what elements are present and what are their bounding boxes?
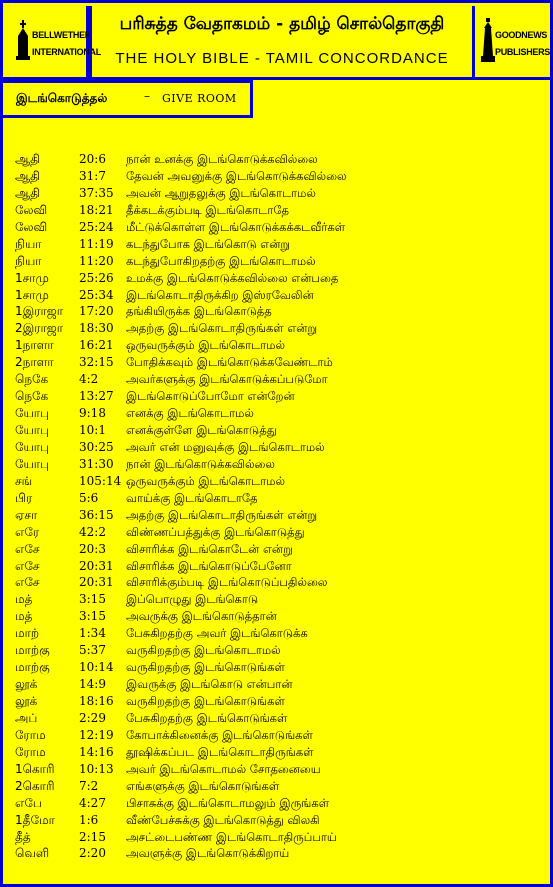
book-abbrev: எபே [15,795,42,810]
verse-excerpt: கோபாக்கினைக்கு இடங்கொடுங்கள் [126,727,313,742]
concordance-row [0,389,553,406]
concordance-row [0,559,553,576]
verse-reference: 17:20 [79,304,114,319]
verse-excerpt: தூஷிக்கப்பட இடங்கொடாதிருங்கள் [126,744,314,759]
book-abbrev: எரே [15,524,40,539]
concordance-row [0,846,553,863]
concordance-row [0,203,553,220]
concordance-row [0,321,553,338]
right-logo-line1: GOODNEWS [495,30,548,40]
book-abbrev: லூக் [15,694,38,708]
verse-excerpt: பேசுகிறதற்கு இடங்கொடுங்கள் [126,710,288,725]
concordance-row [0,254,553,271]
verse-reference: 10:1 [79,423,106,437]
verse-reference: 20:31 [79,558,114,573]
concordance-row [0,338,553,355]
church-icon [16,20,30,60]
verse-excerpt: அசட்டைபண்ண இடங்கொடாதிருப்பாய் [126,829,337,844]
concordance-row [0,169,553,186]
verse-reference: 42:2 [79,524,106,539]
verse-excerpt: விசாரிக்க இடங்கொடேன் என்று [126,541,293,556]
book-abbrev: நியா [15,236,42,251]
verse-excerpt: அவர் என் மனுவுக்கு இடங்கொடாமல் [126,439,325,454]
headword-tamil: இடங்கொடுத்தல் [16,91,108,105]
book-abbrev: மாற் [15,626,40,641]
book-abbrev: யோபு [15,406,50,421]
verse-excerpt: வருகிறதற்கு இடங்கொடாமல் [126,643,281,658]
book-abbrev: 1சாமு [15,270,49,285]
concordance-row [0,186,553,203]
verse-excerpt: தேவன் அவனுக்கு இடங்கொடுக்கவில்லை [126,168,347,183]
verse-excerpt: வீண்பேச்சுக்கு இடங்கொடுத்து விலகி [126,812,320,827]
concordance-row [0,728,553,745]
book-abbrev: மத் [15,592,33,607]
concordance-row [0,440,553,457]
verse-excerpt: விசாரிக்க இடங்கொடுப்பேனோ [126,558,292,573]
verse-reference: 11:19 [79,236,114,251]
concordance-row [0,525,553,542]
verse-reference: 2:29 [79,710,106,725]
verse-reference: 16:21 [79,338,114,353]
verse-reference: 7:2 [79,778,99,793]
concordance-row [0,237,553,254]
book-abbrev: வெளி [15,846,50,861]
bellwether-logo [6,6,101,80]
verse-excerpt: எனக்கு இடங்கொடாமல் [126,406,254,421]
verse-excerpt: அவளுக்கு இடங்கொடுக்கிறாய் [126,846,290,861]
verse-reference: 30:25 [79,439,114,454]
concordance-row [0,762,553,779]
concordance-row [0,457,553,474]
verse-excerpt: அவருக்கு இடங்கொடுத்தான் [126,609,277,624]
verse-excerpt: தீக்கடக்கும்படி இடங்கொடாதே [126,202,290,217]
book-abbrev: நியா [15,253,42,268]
book-abbrev: எசே [15,575,40,590]
concordance-row [0,491,553,508]
right-logo-line2: PUBLISHERS [495,47,551,57]
verse-excerpt: பிசாசுக்கு இடங்கொடாமலும் இருங்கள் [126,795,330,810]
verse-excerpt: வாய்க்கு இடங்கொடாதே [126,490,258,505]
verse-excerpt: வருகிறதற்கு இடங்கொடுங்கள் [126,660,285,675]
verse-reference: 3:15 [79,592,106,607]
concordance-row [0,796,553,813]
verse-reference: 36:15 [79,507,114,522]
book-abbrev: எசே [15,558,40,573]
verse-excerpt: நான் உனக்கு இடங்கொடுக்கவில்லை [126,152,318,166]
verse-excerpt: உமக்கு இடங்கொடுக்கவில்லை என்பதை [126,270,339,285]
concordance-row [0,288,553,305]
book-abbrev: 2கொரி [15,778,55,793]
concordance-row [0,813,553,830]
concordance-row [0,694,553,711]
verse-excerpt: கடந்துபோகிறதற்கு இடங்கொடாமல் [126,253,316,268]
verse-excerpt: அதற்கு இடங்கொடாதிருங்கள் என்று [126,507,318,522]
book-abbrev: யோபு [15,456,50,471]
header-banner [0,0,553,80]
book-abbrev: 2இராஜா [15,321,64,336]
verse-reference: 3:15 [79,609,106,624]
concordance-row [0,355,553,372]
concordance-list [0,152,553,863]
verse-reference: 10:14 [79,660,114,675]
verse-reference: 20:31 [79,575,114,590]
book-abbrev: எசே [15,541,40,556]
verse-excerpt: இடங்கொடுப்போமோ என்றேன் [126,389,295,404]
verse-reference: 37:35 [79,185,114,200]
concordance-row [0,271,553,288]
book-abbrev: மாற்கு [15,643,50,658]
verse-reference: 1:34 [79,626,106,641]
verse-excerpt: பேசுகிறதற்கு அவர் இடங்கொடுக்க [126,626,308,641]
verse-reference: 32:15 [79,355,114,370]
concordance-row [0,423,553,440]
verse-reference: 12:19 [79,727,114,742]
concordance-row [0,677,553,694]
book-abbrev: நெகே [15,389,49,404]
book-abbrev: அப் [15,710,38,725]
verse-excerpt: வருகிறதற்கு இடங்கொடுங்கள் [126,694,285,708]
verse-reference: 31:30 [79,456,114,471]
verse-reference: 18:30 [79,321,114,336]
concordance-row [0,542,553,559]
concordance-row [0,372,553,389]
verse-excerpt: எங்களுக்கு இடங்கொடுங்கள் [126,778,280,793]
verse-excerpt: நான் இடங்கொடுக்கவில்லை [126,456,275,471]
verse-reference: 2:20 [79,846,106,861]
book-abbrev: மாற்கு [15,660,50,675]
concordance-row [0,304,553,321]
book-abbrev: யோபு [15,423,50,437]
concordance-row [0,152,553,169]
verse-reference: 14:16 [79,744,114,759]
headword-box [0,80,253,118]
verse-reference: 31:7 [79,168,106,183]
verse-excerpt: இப்பொழுது இடங்கொடு [126,592,259,607]
verse-excerpt: போதிக்கவும் இடங்கொடுக்கவேண்டாம் [126,355,333,370]
verse-excerpt: விசாரிக்கும்படி இடங்கொடுப்பதில்லை [126,575,328,590]
verse-excerpt: இடங்கொடாதிருக்கிற இஸ்ரவேலின் [126,287,314,302]
verse-reference: 105:14 [79,473,122,488]
concordance-row [0,508,553,525]
book-abbrev: தீத் [15,829,31,844]
book-abbrev: ஆதி [15,152,41,166]
book-abbrev: நெகே [15,372,49,387]
verse-reference: 18:21 [79,202,114,217]
verse-excerpt: அதற்கு இடங்கொடாதிருங்கள் என்று [126,321,318,336]
verse-reference: 13:27 [79,389,114,404]
book-abbrev: 1கொரி [15,761,55,776]
verse-reference: 18:16 [79,694,114,708]
book-abbrev: 1சாமு [15,287,49,302]
book-abbrev: 1இராஜா [15,304,64,319]
concordance-row [0,592,553,609]
concordance-row [0,779,553,796]
book-abbrev: பிர [15,490,33,505]
concordance-row [0,745,553,762]
lighthouse-icon [481,18,495,62]
book-abbrev: ஏசா [15,507,38,522]
verse-reference: 5:37 [79,643,106,658]
book-abbrev: யோபு [15,439,50,454]
book-abbrev: 1தீமோ [15,812,55,827]
verse-reference: 25:24 [79,219,114,234]
book-abbrev: லேவி [15,219,48,234]
book-abbrev: ஆதி [15,168,41,183]
left-logo-line2: INTERNATIONAL [32,47,101,57]
verse-excerpt: எனக்குள்ளே இடங்கொடுத்து [126,423,277,437]
book-abbrev: 1நாளா [15,338,54,353]
verse-reference: 5:6 [79,490,99,505]
book-abbrev: மத் [15,609,33,624]
book-abbrev: லூக் [15,677,38,692]
concordance-row [0,474,553,491]
concordance-row [0,830,553,847]
concordance-row [0,406,553,423]
verse-reference: 25:26 [79,270,114,285]
verse-excerpt: விண்ணப்பத்துக்கு இடங்கொடுத்து [126,524,305,539]
verse-reference: 4:27 [79,795,106,810]
verse-reference: 9:18 [79,406,106,421]
verse-excerpt: மீட்டுக்கொள்ள இடங்கொடுக்கக்கடவீர்கள் [126,219,346,234]
concordance-row [0,609,553,626]
verse-excerpt: ஒருவருக்கும் இடங்கொடாமல் [126,338,286,353]
concordance-row [0,643,553,660]
verse-reference: 4:2 [79,372,99,387]
verse-reference: 10:13 [79,761,114,776]
concordance-row [0,220,553,237]
concordance-row [0,660,553,677]
verse-reference: 11:20 [79,253,114,268]
book-abbrev: ரோம [15,744,46,759]
verse-reference: 25:34 [79,287,114,302]
book-abbrev: சங் [15,473,33,488]
verse-reference: 1:6 [79,812,99,827]
concordance-row [0,711,553,728]
book-abbrev: ரோம [15,727,46,742]
title-english: THE HOLY BIBLE - TAMIL CONCORDANCE [115,50,449,67]
title-box [89,6,475,80]
verse-excerpt: ஒருவருக்கும் இடங்கொடாமல் [126,473,286,488]
headword-dash: – [144,89,150,103]
verse-excerpt: தங்கியிருக்க இடங்கொடுத்த [126,304,272,319]
book-abbrev: 2நாளா [15,355,54,370]
concordance-row [0,575,553,592]
book-abbrev: ஆதி [15,185,41,200]
concordance-row [0,626,553,643]
left-logo-line1: BELLWETHER [32,30,91,40]
book-abbrev: லேவி [15,202,48,217]
verse-excerpt: அவர்களுக்கு இடங்கொடுக்கப்படுமோ [126,372,328,387]
verse-reference: 14:9 [79,677,106,692]
verse-excerpt: அவன் ஆறுதலுக்கு இடங்கொடாமல் [126,185,316,200]
verse-excerpt: இவருக்கு இடங்கொடு என்பான் [126,677,293,692]
title-tamil: பரிசுத்த வேதாகமம் - தமிழ் சொல்தொகுதி [119,14,445,34]
headword-english: GIVE ROOM [162,92,237,105]
goodnews-logo [472,6,551,80]
verse-excerpt: கடந்துபோக இடங்கொடு என்று [126,236,290,251]
verse-reference: 2:15 [79,829,106,844]
verse-reference: 20:3 [79,541,106,556]
verse-excerpt: அவர் இடங்கொடாமல் சோதனையை [126,761,321,776]
verse-reference: 20:6 [79,152,106,166]
